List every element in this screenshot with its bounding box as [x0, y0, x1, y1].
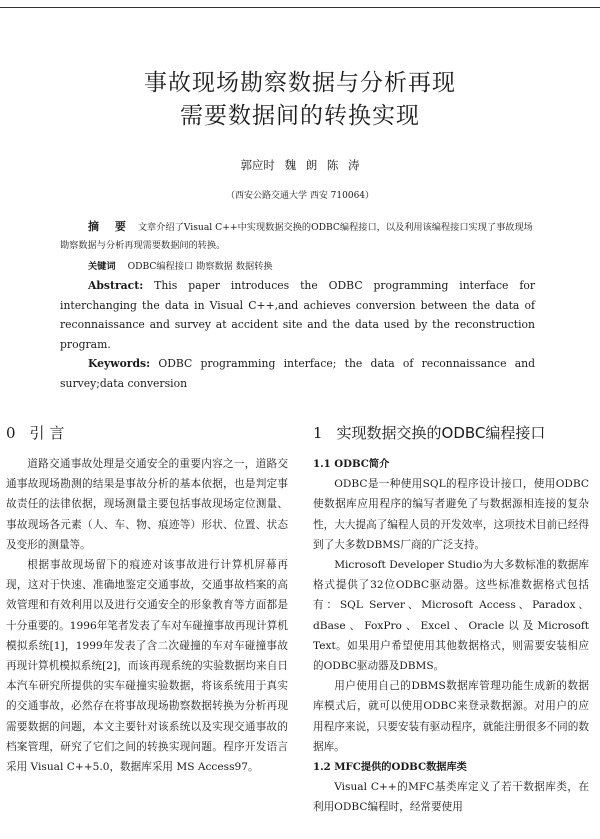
paper-title-line2: 需要数据间的转换实现	[180, 103, 420, 129]
keywords-en	[60, 354, 535, 393]
affiliation: （西安公路交通大学 西安 710064）	[225, 191, 375, 201]
keywords-cn-label: 关键词	[88, 261, 116, 272]
keywords-en-label: Keywords:	[88, 357, 151, 370]
subsection-heading: 1.2 MFC提供的ODBC数据库类	[313, 761, 467, 774]
abstract-en-label: Abstract:	[88, 279, 144, 292]
right-column	[313, 422, 589, 818]
abstract-cn-label: 摘 要	[88, 220, 132, 233]
section-number: 1	[313, 424, 323, 442]
paragraph: Microsoft Developer Studio为大多数标准的数据库格式提供了32位ODBC驱动器。这些标准数据格式包括有：SQL Server、Microsoft Access、Paradox、dBase、FoxPro、Excel、Oracle以及Microsoft Text。如果用户希望使用其他数据格式，则需要安装相应的ODBC驱动器及DBMS。	[313, 559, 589, 673]
authors: 郭应时 魏 朗 陈 涛	[240, 158, 360, 172]
paragraph: 根据事故现场留下的痕迹对该事故进行计算机屏幕再现，这对于快速、准确地鉴定交通事故，交通事故档案的高效管理和有效利用以及进行交通安全的形象教育等方面都是十分重要的。1996年笔者发表了车对车碰撞事故再现计算机模拟系统[1]，1999年发表了含二次碰撞的车对车碰撞事故再现计算机模拟系统[2]，而该再现系统的实验数据均来自日本汽车研究所提供的实车碰撞实验数据，将该系统用于真实的交通事故，必然存在将事故现场勘察数据转换为分析再现需要数据的问题，本文主要针对该系统以及实现交通事故的档案管理，研究了它们之间的转换实现问题。程序开发语言采用 Visual C++5.0，数据库采用 MS Access97。	[6, 559, 288, 774]
section-title: 引 言	[29, 424, 65, 442]
keywords-cn	[88, 258, 535, 276]
abstract-cn	[60, 218, 535, 255]
abstract-cn-text: 文章介绍了Visual C++中实现数据交换的ODBC编程接口，以及利用该编程接口实现了事故现场勘察数据与分析再现需要数据间的转换。	[60, 222, 533, 251]
section-heading-intro	[6, 422, 288, 444]
keywords-en-text: ODBC programming interface; the data of reconnaissance and survey;data conversion	[60, 357, 535, 390]
paragraph: 用户使用自己的DBMS数据库管理功能生成新的数据库模式后，就可以使用ODBC来登录数据源。对用户的应用程序来说，只要安装有驱动程序，就能注册很多不同的数据库。	[313, 680, 589, 753]
section-heading-odbc	[313, 422, 589, 444]
paragraph: 道路交通事故处理是交通安全的重要内容之一，道路交通事故现场勘测的结果是事故分析的基本依据，也是判定事故责任的法律依据，现场测量主要包括事故现场定位测量、事故现场各元素（人、车、物、痕迹等）形状、位置、状态及变形的测量等。	[6, 458, 288, 551]
paragraph: Visual C++的MFC基类库定义了若干数据库类，在利用ODBC编程时，经常要使用	[313, 781, 589, 814]
paper-title-line1: 事故现场勘察数据与分析再现	[144, 70, 456, 96]
section-number: 0	[6, 424, 16, 442]
subsection-heading: 1.1 ODBC简介	[313, 458, 390, 470]
abstract-en-text: This paper introduces the ODBC programming interface for interchanging the data in Visual C++,and achieves conversion between the data of reconnaissance and survey at accident site and the data used by the reconstruction program.	[60, 279, 535, 351]
abstract-en	[60, 276, 535, 354]
paragraph: ODBC是一种使用SQL的程序设计接口，使用ODBC使数据库应用程序的编写者避免了与数据源相连接的复杂性，大大提高了编程人员的开发效率，这项技术目前已经得到了大多数DBMS厂商的广泛支持。	[313, 478, 589, 551]
top-rule	[0, 7, 600, 8]
section-title: 实现数据交换的ODBC编程接口	[336, 424, 546, 442]
keywords-cn-text: ODBC编程接口 勘察数据 数据转换	[127, 261, 273, 272]
left-column	[6, 422, 288, 777]
